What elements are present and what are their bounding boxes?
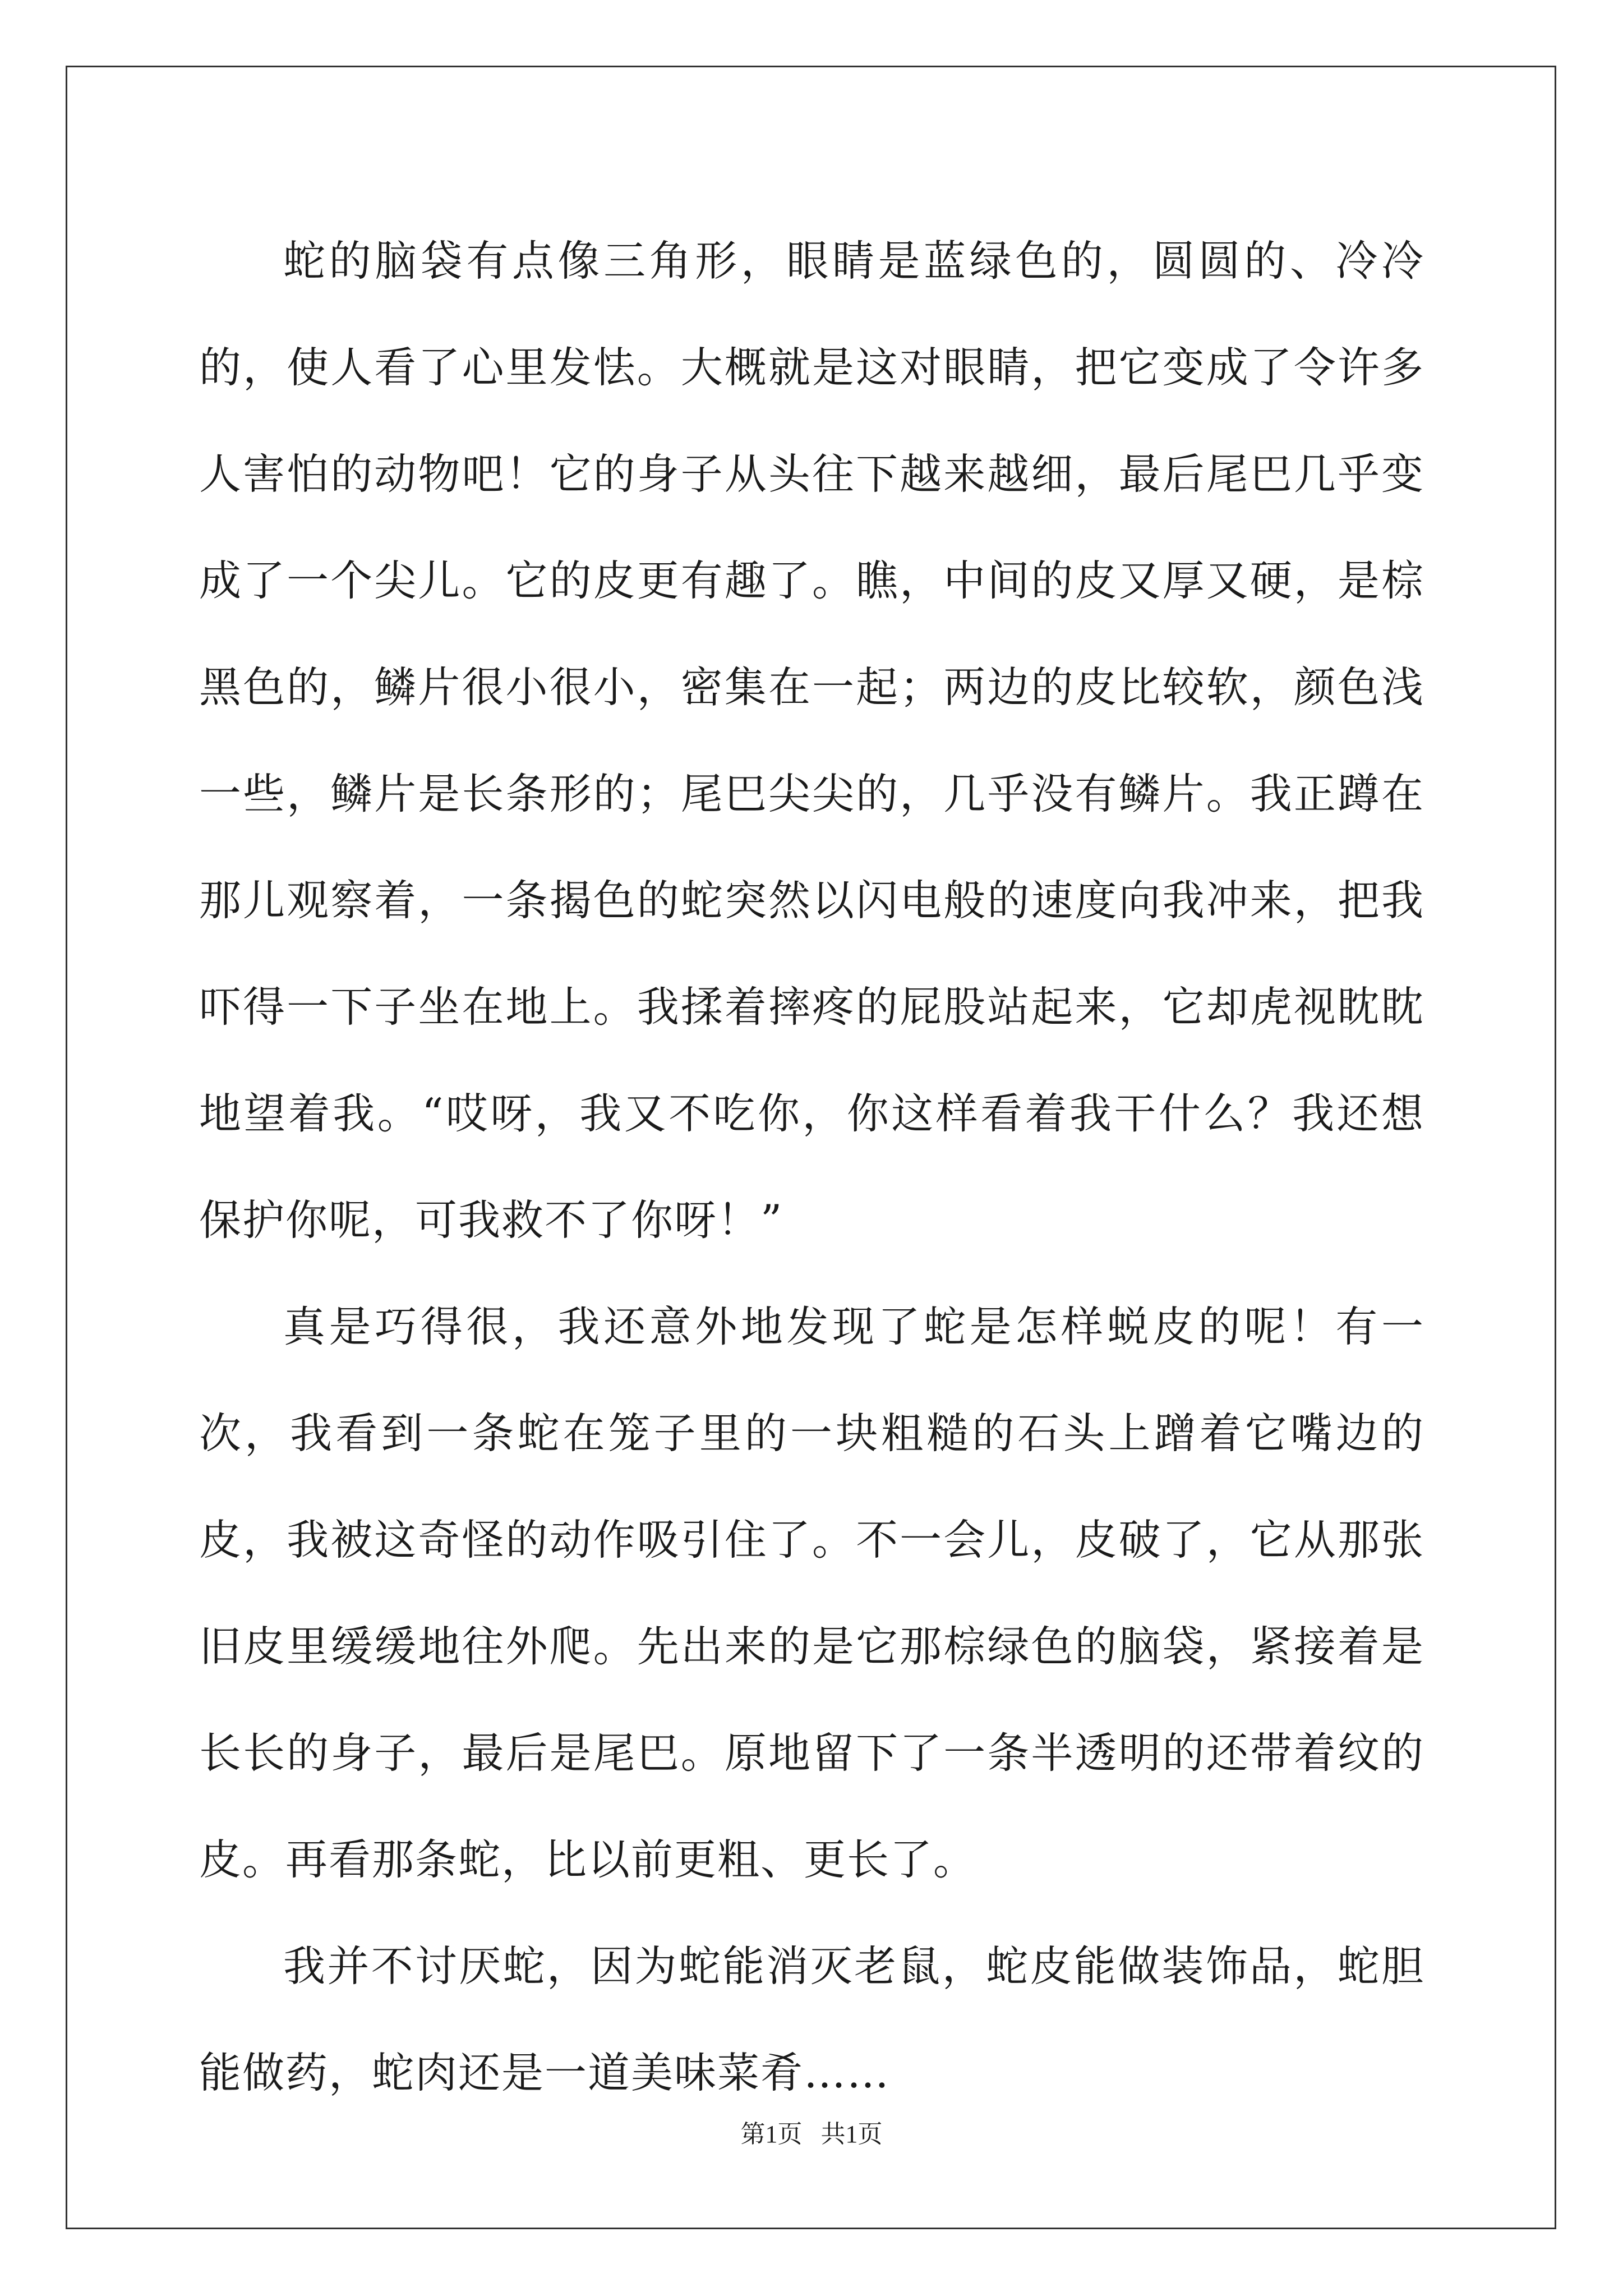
page-footer: 第1页 共1页: [740, 2120, 883, 2148]
paragraph: 真是巧得很，我还意外地发现了蛇是怎样蜕皮的呢！有一次，我看到一条蛇在笼子里的一块粗糙的石头上蹭着它嘴边的皮，我被这奇怪的动作吸引住了。不一会儿，皮破了，它从那张旧皮里缓缓地往外爬。先出来的是它那棕绿色的脑袋，紧接着是长长的身子，最后是尾巴。原地留下了一条半透明的还带着纹的皮。再看那条蛇，比以前更粗、更长了。: [199, 1302, 1424, 1884]
paragraph: 我并不讨厌蛇，因为蛇能消灭老鼠，蛇皮能做装饰品，蛇胆能做药，蛇肉还是一道美味菜肴……: [199, 1941, 1424, 2097]
paragraph: 蛇的脑袋有点像三角形，眼睛是蓝绿色的，圆圆的、冷冷的，使人看了心里发怯。大概就是这对眼睛，把它变成了令许多人害怕的动物吧！它的身子从头往下越来越细，最后尾巴几乎变成了一个尖儿。它的皮更有趣了。瞧，中间的皮又厚又硬，是棕黑色的，鳞片很小很小，密集在一起；两边的皮比较软，颜色浅一些，鳞片是长条形的；尾巴尖尖的，几乎没有鳞片。我正蹲在那儿观察着，一条揭色的蛇突然以闪电般的速度向我冲来，把我吓得一下子坐在地上。我揉着摔疼的屁股站起来，它却虎视眈眈地望着我。“哎呀，我又不吃你，你这样看着我干什么？我还想保护你呢，可我救不了你呀！”: [199, 236, 1424, 1245]
document-body: [199, 208, 1424, 2126]
